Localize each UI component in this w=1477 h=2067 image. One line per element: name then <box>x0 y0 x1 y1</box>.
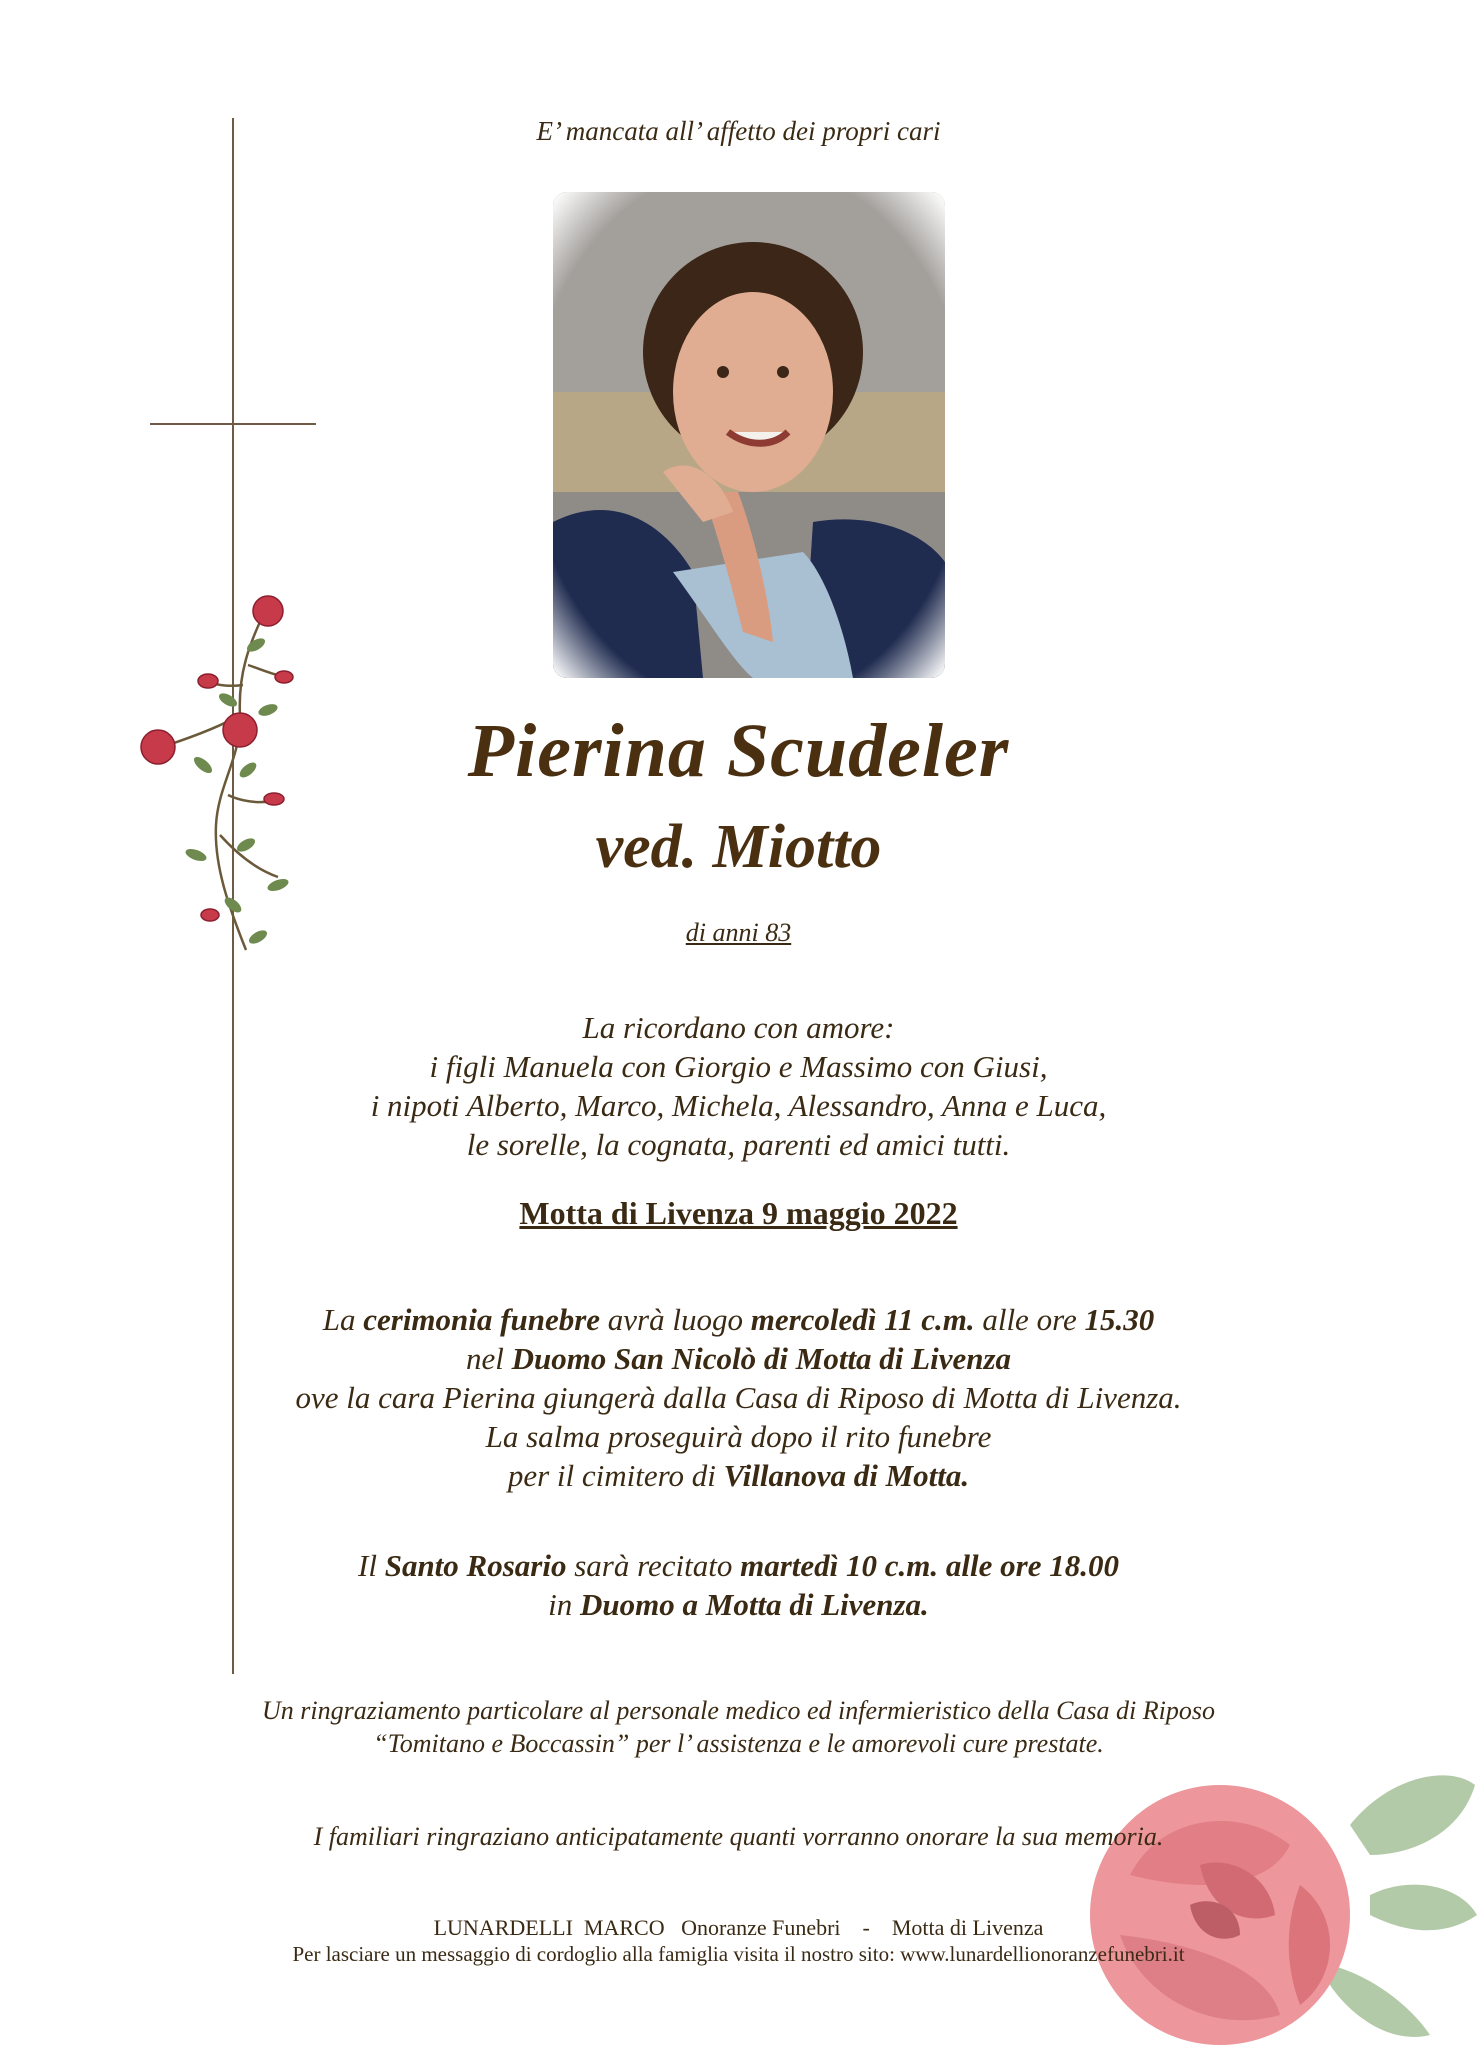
ceremony-bold: cerimonia funebre <box>363 1302 601 1337</box>
place-date-text: Motta di Livenza 9 maggio 2022 <box>519 1195 958 1231</box>
ceremony-text: nel <box>465 1341 512 1376</box>
rosary-line-2 <box>0 1585 1477 1624</box>
place-date <box>0 1195 1477 1232</box>
ceremony-text: La <box>322 1302 364 1337</box>
rosary-text: sarà recitato <box>566 1548 741 1583</box>
rosary-text: Il <box>358 1548 385 1583</box>
family-line-3: i nipoti Alberto, Marco, Michela, Alessandro, Anna e Luca, <box>370 1088 1107 1123</box>
family-line-1: La ricordano con amore: <box>582 1010 895 1045</box>
family-line-4: le sorelle, la cognata, parenti ed amici tutti. <box>466 1127 1011 1162</box>
ceremony-line-2 <box>0 1339 1477 1378</box>
age-text <box>0 918 1477 948</box>
condolence-website: Per lasciare un messaggio di cordoglio alla famiglia visita il nostro sito: www.lunardellionoranzefunebri.it <box>292 1942 1185 1966</box>
family-line-2: i figli Manuela con Giorgio e Massimo con Giusi, <box>429 1049 1048 1084</box>
ceremony-line-4: La salma proseguirà dopo il rito funebre <box>485 1419 992 1454</box>
ceremony-day: mercoledì 11 c.m. <box>750 1302 975 1337</box>
ceremony-time: 15.30 <box>1084 1302 1155 1337</box>
widow-of: ved. Miotto <box>595 813 882 881</box>
intro-text: E’ mancata all’ affetto dei propri cari <box>536 116 941 146</box>
cemetery-location: Villanova di Motta. <box>723 1458 970 1493</box>
deceased-name: Pierina Scudeler <box>467 709 1010 793</box>
ceremony-text: alle ore <box>974 1302 1085 1337</box>
ceremony-text: avrà luogo <box>600 1302 751 1337</box>
cross-horizontal-line <box>150 423 316 425</box>
thanks-line-3: I familiari ringraziano anticipatamente quanti vorranno onorare la sua memoria. <box>313 1822 1164 1851</box>
age-value: di anni 83 <box>685 918 792 947</box>
ceremony-line-3: ove la cara Pierina giungerà dalla Casa di Riposo di Motta di Livenza. <box>295 1380 1182 1415</box>
ceremony-line-5 <box>0 1456 1477 1495</box>
rosary-line-1 <box>0 1546 1477 1585</box>
rosary-location: Duomo a Motta di Livenza. <box>580 1587 929 1622</box>
ceremony-location: Duomo San Nicolò di Motta di Livenza <box>511 1341 1012 1376</box>
rosary-datetime: martedì 10 c.m. alle ore 18.00 <box>740 1548 1119 1583</box>
funeral-home: LUNARDELLI MARCO Onoranze Funebri - Motta di Livenza <box>433 1915 1044 1940</box>
rosary-bold: Santo Rosario <box>384 1548 567 1583</box>
ceremony-line-1 <box>0 1300 1477 1339</box>
thanks-line-2: “Tomitano e Boccassin” per l’ assistenza e le amorevoli cure prestate. <box>373 1729 1104 1758</box>
thanks-line-1: Un ringraziamento particolare al personale medico ed infermieristico della Casa di Riposo <box>261 1696 1215 1725</box>
ceremony-text: per il cimitero di <box>507 1458 724 1493</box>
rosary-text: in <box>548 1587 581 1622</box>
portrait-photo <box>553 192 945 678</box>
